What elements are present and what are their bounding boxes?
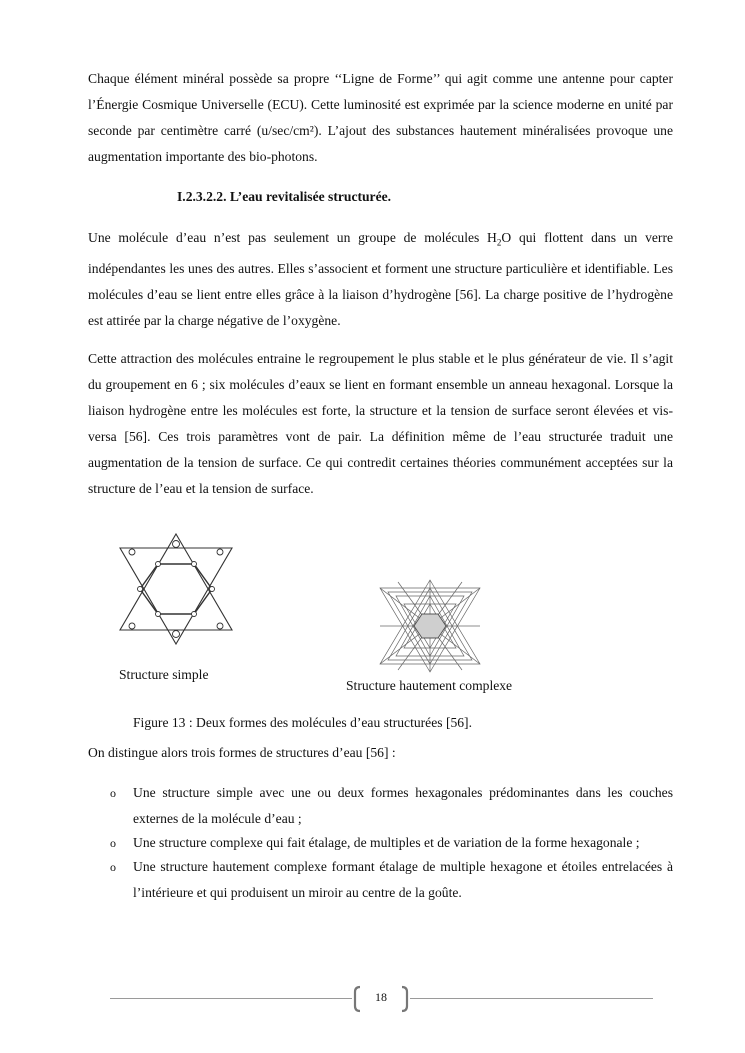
p2-text-end: O qui flottent dans un verre indépendantes les unes des autres. Elles s’associent et forment une structure particulière et identifiable. Les molécules d’eau se lient entre elles grâce à la liaison d’hydrogène [56]. La charge positive de l’hydrogène est attirée par la charge négative de l’oxygène. bbox=[88, 230, 673, 328]
structure-list bbox=[110, 780, 673, 904]
page-number-box bbox=[352, 985, 410, 1013]
list-item bbox=[110, 830, 673, 856]
list-item-text: Une structure complexe qui fait étalage, de multiples et de variation de la forme hexagonale ; bbox=[133, 835, 640, 850]
figure-13 bbox=[0, 520, 745, 700]
page-number: 18 bbox=[375, 990, 387, 1004]
section-heading: I.2.3.2.2. L’eau revitalisée structurée. bbox=[177, 189, 392, 204]
p2-text-start: Une molécule d’eau n’est pas seulement un groupe de molécules H bbox=[88, 230, 497, 245]
label-structure-complexe: Structure hautement complexe bbox=[346, 678, 513, 693]
paragraph-attraction: Cette attraction des molécules entraine le regroupement le plus stable et le plus générateur de vie. Il s’agit du groupement en 6 ; six molécules d’eaux se lient en formant ensemble un anneau hexagonal. Lorsque la liaison hydrogène entre les molécules est forte, la structure et la tension de surface seront élevées et vis-versa [56]. Ces trois paramètres vont de pair. La définition même de l’eau structurée traduit une augmentation de la tension de surface. Ce qui contredit certaines théories communément acceptées sur la structure de l’eau et la tension de surface. bbox=[88, 351, 673, 496]
bullet-marker: o bbox=[110, 786, 116, 800]
list-item-text: Une structure hautement complexe formant étalage de multiple hexagone et étoiles entrelacées à l’intérieure et qui produisent un miroir au centre de la goûte. bbox=[133, 859, 673, 900]
h2o-subscript: 2 bbox=[496, 237, 502, 248]
paragraph-ligne-de-forme: Chaque élément minéral possède sa propre ‘‘Ligne de Forme’’ qui agit comme une antenne pour capter l’Énergie Cosmique Universelle (ECU). Cette luminosité est exprimée par la science moderne en unité par seconde par centimètre carré (u/sec/cm²). L’ajout des substances hautement minéralisées provoque une augmentation importante des bio-photons. bbox=[88, 71, 673, 164]
footer-rule-left bbox=[110, 998, 352, 999]
central-hexagon bbox=[140, 564, 212, 614]
intro-sentence: On distingue alors trois formes de structures d’eau [56] : bbox=[88, 745, 396, 760]
list-item bbox=[110, 854, 673, 906]
list-item bbox=[110, 780, 673, 832]
label-structure-simple: Structure simple bbox=[119, 667, 209, 682]
bullet-marker: o bbox=[110, 836, 116, 850]
footer-rule-right bbox=[410, 998, 653, 999]
figure-caption: Figure 13 : Deux formes des molécules d’eau structurées [56]. bbox=[133, 715, 472, 730]
bullet-marker: o bbox=[110, 860, 116, 874]
list-item-text: Une structure simple avec une ou deux formes hexagonales prédominantes dans les couches externes de la molécule d’eau ; bbox=[133, 785, 673, 826]
paragraph-molecule-eau bbox=[88, 225, 673, 334]
complex-structure-diagram bbox=[368, 578, 492, 674]
simple-structure-diagram bbox=[112, 530, 242, 648]
